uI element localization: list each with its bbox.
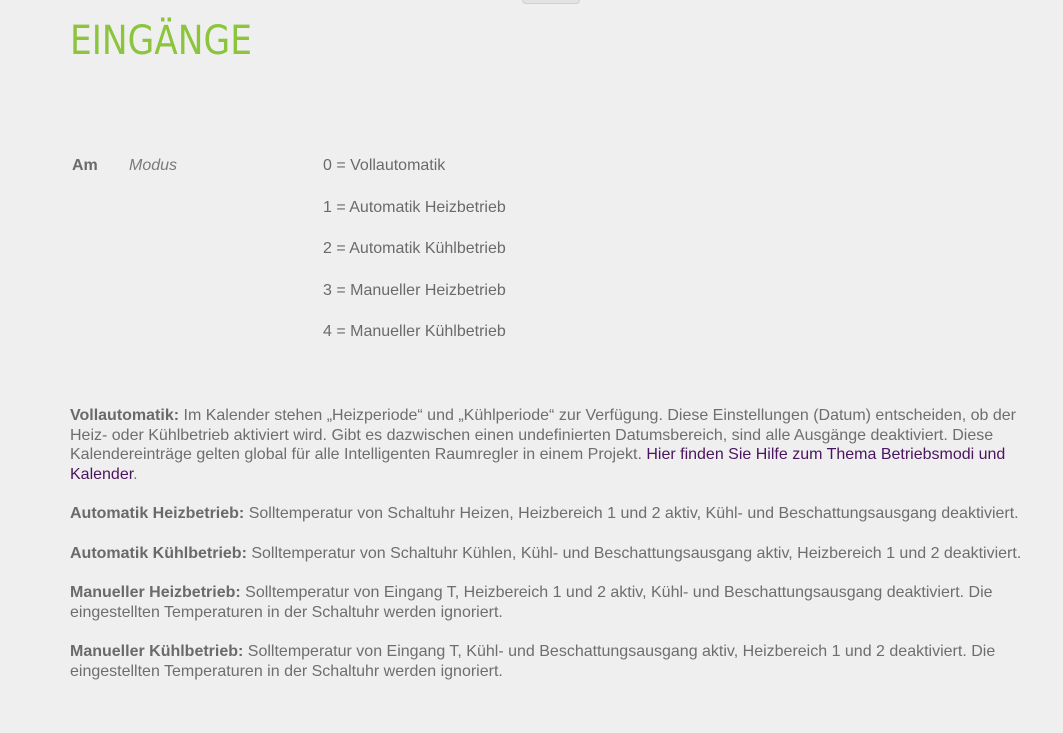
mode-option: 3 = Manueller Heizbetrieb — [323, 281, 506, 299]
mode-option: 4 = Manueller Kühlbetrieb — [323, 323, 506, 341]
page-title: EINGÄNGE — [70, 18, 252, 64]
mode-option: 0 = Vollautomatik — [323, 157, 446, 174]
description-term: Automatik Heizbetrieb: — [70, 505, 245, 522]
description-text: Solltemperatur von Eingang T, Kühl- und Beschattungsausgang aktiv, Heizbereich 1 und 2 deaktiviert. Die eingestellten Temperaturen in der Schaltuhr werden ignoriert. — [70, 643, 996, 680]
input-key: Am — [72, 157, 98, 174]
description-vollautomatik — [70, 406, 1030, 484]
description-text: Solltemperatur von Schaltuhr Kühlen, Kühl- und Beschattungsausgang aktiv, Heizbereich 1 und 2 deaktiviert. — [246, 544, 1022, 562]
mode-option: 2 = Automatik Kühlbetrieb — [323, 240, 506, 258]
description-term: Automatik Kühlbetrieb: — [70, 544, 247, 562]
description-text: Solltemperatur von Schaltuhr Heizen, Heizbereich 1 und 2 aktiv, Kühl- und Beschattungsausgang deaktiviert. — [244, 505, 1019, 522]
description-term: Vollautomatik: — [70, 407, 180, 424]
description-text: Im Kalender stehen „Heizperiode“ und „Kühlperiode“ zur Verfügung. Diese Einstellungen (Datum) entscheiden, ob der Heiz- oder Kühlbetrieb aktiviert wird. Gibt es dazwischen einen undefinierten Datumsbereich, sind alle Ausgänge deaktiviert. Diese Kalendereinträge gelten global für alle Intelligenten Raumregler in einem Projekt. — [70, 407, 1016, 463]
help-link-betriebsmodi[interactable]: Hier finden Sie Hilfe zum Thema Betriebsmodi und Kalender — [70, 446, 1006, 483]
description-term: Manueller Heizbetrieb: — [70, 584, 241, 601]
mode-descriptions — [70, 406, 1030, 701]
description-text: Solltemperatur von Eingang T, Heizbereich 1 und 2 aktiv, Kühl- und Beschattungsausgang deaktiviert. Die eingestellten Temperaturen in der Schaltuhr werden ignoriert. — [70, 584, 993, 621]
description-manueller-heizbetrieb — [70, 583, 1030, 622]
description-term: Manueller Kühlbetrieb: — [70, 643, 244, 660]
mode-option: 1 = Automatik Heizbetrieb — [323, 198, 506, 216]
mode-options-list — [323, 154, 506, 362]
description-automatik-kuehlbetrieb — [70, 544, 1030, 564]
description-automatik-heizbetrieb — [70, 504, 1030, 524]
input-type: Modus — [129, 157, 178, 174]
description-manueller-kuehlbetrieb — [70, 642, 1030, 681]
description-text-end: . — [133, 465, 138, 483]
top-tab-handle[interactable] — [522, 0, 580, 4]
